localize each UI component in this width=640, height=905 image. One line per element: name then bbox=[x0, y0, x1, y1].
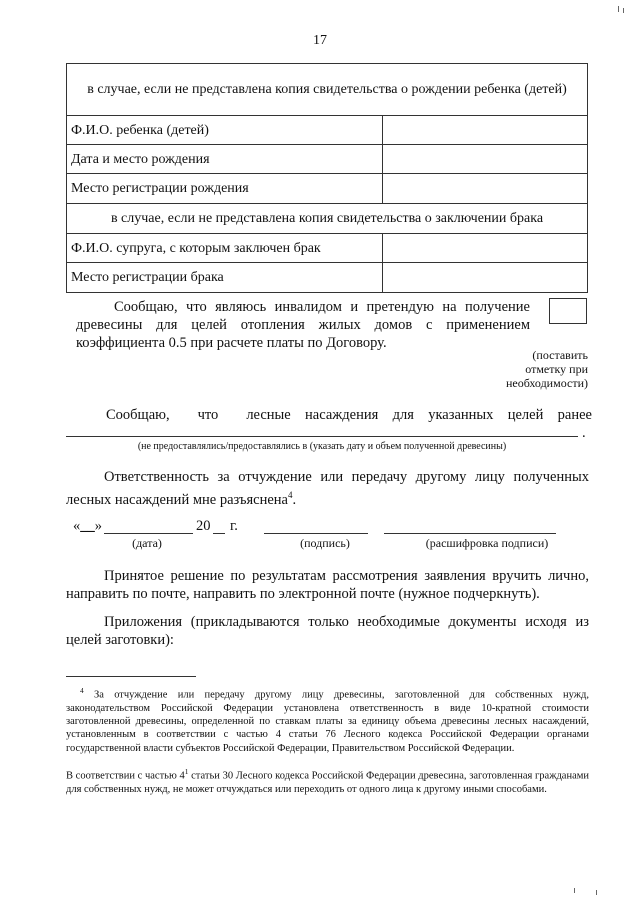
scan-edge-mark-bottom bbox=[574, 888, 575, 893]
marriage-certificate-section-header: в случае, если не представлена копия свидетельства о заключении брака bbox=[67, 204, 588, 234]
forest-plantations-caption: (не предоставлялись/предоставлялись в (указать дату и объем полученной древесины) bbox=[137, 441, 507, 452]
signature-decode-caption: (расшифровка подписи) bbox=[425, 536, 549, 550]
child-name-field[interactable] bbox=[383, 116, 588, 145]
footnote-separator bbox=[66, 676, 196, 677]
forest-line-end: . bbox=[582, 425, 586, 441]
signature-date-line: «__» bbox=[73, 518, 102, 534]
birth-registration-place-label: Место регистрации рождения bbox=[67, 174, 383, 204]
scan-edge-mark-bottom-2 bbox=[596, 890, 597, 895]
forest-plantations-answer-line[interactable] bbox=[66, 436, 578, 437]
birth-date-place-field[interactable] bbox=[383, 145, 588, 174]
date-month-field[interactable] bbox=[104, 533, 193, 534]
disability-statement: Сообщаю, что являюсь инвалидом и претендую на получение древесины для целей отопления жилых домов с применением коэффициента 0.5 при расчете платы по Договору. bbox=[76, 299, 530, 351]
birth-certificate-section-header: в случае, если не представлена копия свидетельства о рождении ребенка (детей) bbox=[67, 64, 588, 116]
page-number: 17 bbox=[313, 33, 327, 48]
marriage-registration-place-label: Место регистрации брака bbox=[67, 263, 383, 293]
year-field[interactable] bbox=[213, 533, 225, 534]
spouse-name-label: Ф.И.О. супруга, с которым заключен брак bbox=[67, 234, 383, 263]
attachments-heading: Приложения (прикладываются только необходимые документы исходя из целей заготовки): bbox=[66, 614, 589, 648]
year-suffix: г. bbox=[230, 518, 238, 534]
birth-registration-place-field[interactable] bbox=[383, 174, 588, 204]
forest-plantations-statement: Сообщаю, что лесные насаждения для указанных целей ранее bbox=[106, 407, 592, 423]
disability-checkbox[interactable] bbox=[549, 298, 587, 324]
year-prefix: 20 bbox=[196, 518, 211, 534]
disability-note: (поставить отметку при необходимости) bbox=[505, 348, 588, 390]
responsibility-statement: Ответственность за отчуждение или передачу другому лицу полученных лесных насаждений мне разъяснена$^4$. bbox=[66, 469, 589, 508]
signature-field[interactable] bbox=[264, 533, 368, 534]
applicant-info-table bbox=[66, 63, 588, 293]
footnote-4-paragraph-2: В соответствии с частью $4^1$ статьи 30 Лесного кодекса Российской Федерации древесина, заготовленная гражданами для собственных нужд, не может отчуждаться или переходить от одного лица к другому иными способами. bbox=[66, 767, 590, 795]
footnote-4-paragraph-1: $^4$ За отчуждение или передачу другому лицу древесины, заготовленной для собственных нужд, законодательством Российской Федерации установлена ответственность в виде 10-кратной стоимости заготовленной древесины, определенной по ставкам платы за единицу объема древесины лесных насаждений, установленным в соответствии с частью 4 статьи 76 Лесного кодекса Российской Федерации органами государственной власти субъектов Российской Федерации, Правительством Российской Федерации. bbox=[66, 686, 589, 754]
decision-delivery-statement: Принятое решение по результатам рассмотрения заявления вручить лично, направить по почте, направить по электронной почте (нужное подчеркнуть). bbox=[66, 568, 589, 602]
scan-edge-mark-top-2 bbox=[623, 8, 624, 13]
date-caption: (дата) bbox=[132, 536, 162, 550]
signature-caption: (подпись) bbox=[300, 536, 350, 550]
birth-date-place-label: Дата и место рождения bbox=[67, 145, 383, 174]
child-name-label: Ф.И.О. ребенка (детей) bbox=[67, 116, 383, 145]
scan-edge-mark-top bbox=[618, 6, 619, 12]
spouse-name-field[interactable] bbox=[383, 234, 588, 263]
marriage-registration-place-field[interactable] bbox=[383, 263, 588, 293]
signature-decode-field[interactable] bbox=[384, 533, 556, 534]
